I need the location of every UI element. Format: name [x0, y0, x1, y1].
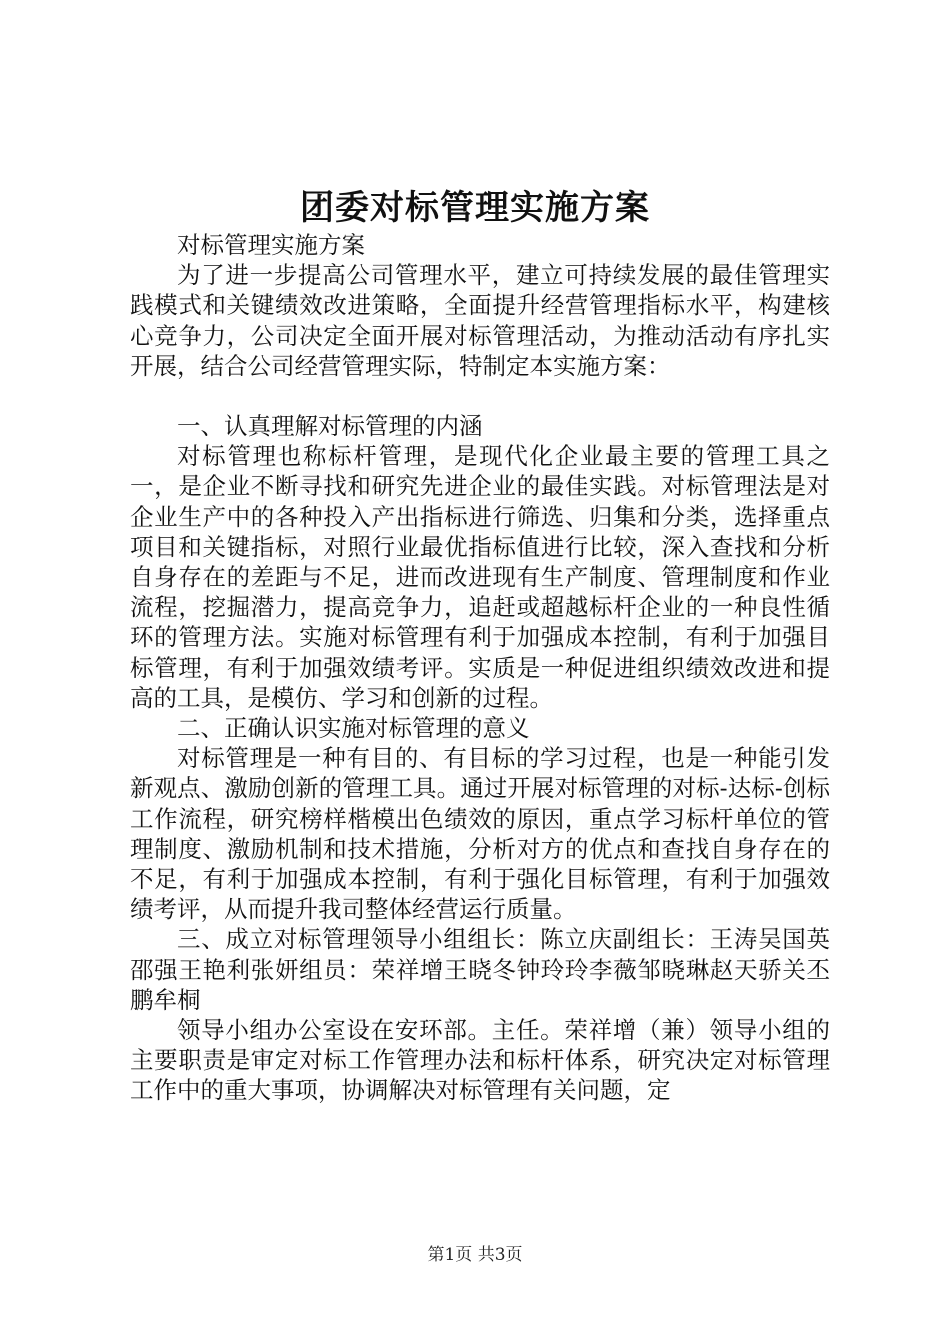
document-title: 团委对标管理实施方案: [300, 188, 650, 228]
paragraph-spacer: [130, 381, 830, 411]
paragraph-section-1: 对标管理也称标杆管理，是现代化企业最主要的管理工具之一，是企业不断寻找和研究先进企业的最佳实践。对标管理法是对企业生产中的各种投入产出指标进行筛选、归集和分类，选择重点项目和关键指标，对照行业最优指标值进行比较，深入查找和分析自身存在的差距与不足，进而改进现有生产制度、管理制度和作业流程，挖掘潜力，提高竞争力，追赶或超越标杆企业的一种良性循环的管理方法。实施对标管理有利于加强成本控制，有利于加强目标管理，有利于加强效绩考评。实质是一种促进组织绩效改进和提高的工具，是模仿、学习和创新的过程。: [130, 442, 830, 712]
paragraph-section-2: 对标管理是一种有目的、有目标的学习过程，也是一种能引发新观点、激励创新的管理工具。通过开展对标管理的对标-达标-创标工作流程，研究榜样楷模出色绩效的原因，重点学习标杆单位的管理制度、激励机制和技术措施，分析对方的优点和查找自身存在的不足，有利于加强成本控制，有利于强化目标管理，有利于加强效绩考评，从而提升我司整体经营运行质量。: [130, 744, 830, 924]
document-body: [130, 230, 830, 1106]
section-heading-2: 二、正确认识实施对标管理的意义: [177, 714, 530, 743]
section-heading-1: 一、认真理解对标管理的内涵: [177, 412, 483, 441]
paragraph-section-3: 领导小组办公室设在安环部。主任。荣祥增（兼）领导小组的主要职责是审定对标工作管理办法和标杆体系，研究决定对标管理工作中的重大事项，协调解决对标管理有关问题，定: [130, 1016, 830, 1105]
paragraph-intro: 为了进一步提高公司管理水平，建立可持续发展的最佳管理实践模式和关键绩效改进策略，全面提升经营管理指标水平，构建核心竞争力，公司决定全面开展对标管理活动，为推动活动有序扎实开展，结合公司经营管理实际，特制定本实施方案：: [130, 261, 830, 380]
section-heading-3: 三、成立对标管理领导小组组长：陈立庆副组长：王涛吴国英邵强王艳利张妍组员：荣祥增王晓冬钟玲玲李薇邹晓琳赵天骄关丕鹏牟桐: [130, 925, 830, 1014]
paragraph-subtitle: 对标管理实施方案: [177, 231, 365, 259]
page-number-footer: 第1页 共3页: [427, 1245, 523, 1265]
